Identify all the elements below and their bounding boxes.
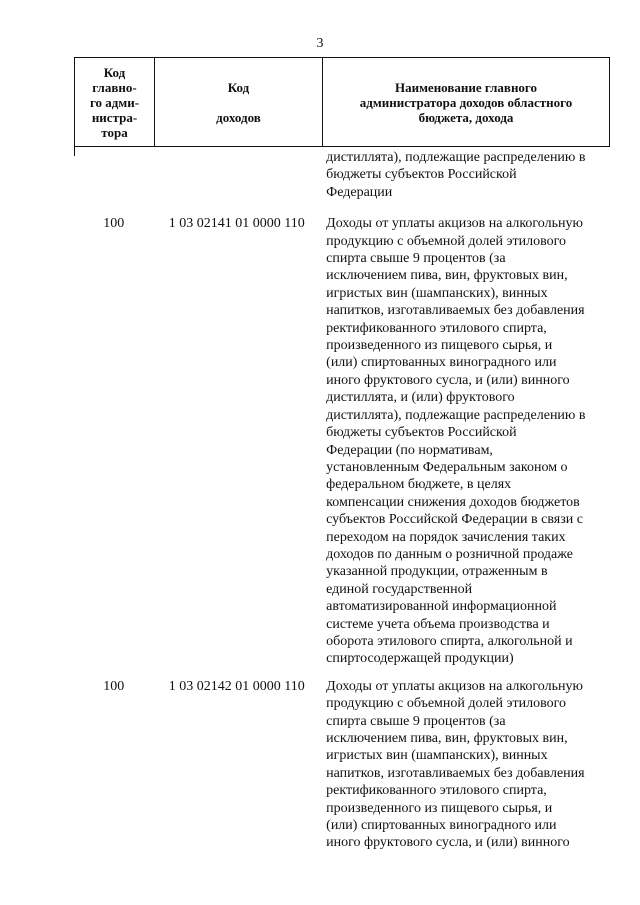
income-code: 1 03 02141 01 0000 110 xyxy=(168,216,305,232)
table-row xyxy=(74,678,614,852)
income-name: дистиллята), подлежащие распределению в бюджеты субъектов Российской Федерации xyxy=(326,150,586,200)
income-name: Доходы от уплаты акцизов на алкогольную продукцию с объемной долей этилового спирта свыше 9 процентов (за исключением пива, вин, фруктовых вин, игристых вин (шампанских), винных напитков, изготавливаемых без добавления ректификованного этилового спирта, произведенного из пищевого сырья, и (или) спиртованных виноградного или иного фруктового сусла, и (или) винного xyxy=(326,678,585,851)
header-name: Наименование главного администратора доходов областного бюджета, дохода xyxy=(359,79,573,125)
income-code xyxy=(153,149,320,201)
income-code: 1 03 02142 01 0000 110 xyxy=(168,678,305,694)
header-income-code: Код доходов xyxy=(155,58,323,146)
table-row xyxy=(74,149,614,201)
admin-code: 100 xyxy=(103,216,125,232)
admin-code xyxy=(74,149,153,201)
header-admin-code: Код главно- го адми- нистра- тора xyxy=(75,58,155,146)
table-header xyxy=(74,57,610,147)
table-row xyxy=(74,215,614,668)
table-body xyxy=(74,149,614,852)
admin-code: 100 xyxy=(103,678,125,694)
income-name: Доходы от уплаты акцизов на алкогольную продукцию с объемной долей этилового спирта свыше 9 процентов (за исключением пива, вин, фруктовых вин, игристых вин (шампанских), винных напитков, изготавливаемых без добавления ректификованного этилового спирта, произведенного из пищевого сырья, и (или) спиртованных виноградного или иного фруктового сусла, и (или) винного дистиллята, и (или) фруктового дистиллята), подлежащие распределению в бюджеты субъектов Российской Федерации (по нормативам, установленным Федеральным законом о федеральном бюджете, в целях компенсации снижения доходов бюджетов субъектов Российской Федерации в связи с переходом на порядок зачисления таких доходов по данным о розничной продаже указанной продукции, отраженным в единой государственной автоматизированной информационной системе учета объема производства и оборота этилового спирта, алкогольной и спиртосодержащей продукции) xyxy=(326,216,586,667)
page-number: 3 xyxy=(316,36,324,51)
